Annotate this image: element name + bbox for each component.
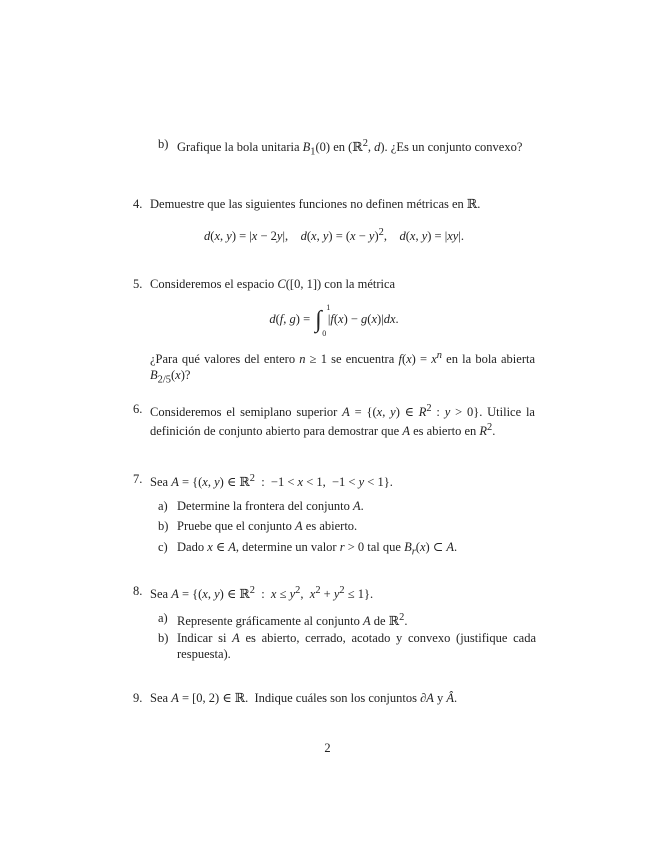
item-label: c) (158, 540, 168, 554)
problem-7-item-c (158, 539, 536, 561)
problem-number: 5. (133, 277, 143, 291)
problem-text: Consideremos el espacio C([0, 1]) con la métrica (150, 277, 396, 291)
problem-7 (133, 471, 535, 490)
item-text: Pruebe que el conjunto A es abierto. (177, 519, 358, 533)
item-label: b) (158, 137, 169, 151)
problem-5-equation: d(f, g) = ∫ 1 0 |f(x) − g(x)|dx. (269, 303, 399, 338)
problem-7-item-a (158, 498, 536, 514)
problem-8-item-a (158, 610, 536, 629)
problem-8 (133, 583, 535, 602)
problem-4 (133, 196, 535, 212)
question-text: ¿Para qué valores del entero n ≥ 1 se encuentra $f(x) = x^n$ en la bola abierta $B_{2/5}(x)$? (150, 350, 536, 386)
page-number: 2 (324, 741, 331, 755)
problem-number: 4. (133, 197, 143, 211)
item-label: b) (158, 631, 169, 645)
problem-text: Demuestre que las siguientes funciones no definen métricas en ℝ. (150, 197, 481, 211)
problem-4-equation: d(x, y) = |x − 2y|, d(x, $y) = (x - y)^2$, d(x, y) = |xy|. (204, 227, 464, 244)
problem-9 (133, 690, 535, 706)
item-label: b) (158, 519, 169, 533)
problem-text: Sea A = [0, 2) ∈ ℝ. Indique cuáles son los conjuntos ∂A y Â. (150, 691, 458, 705)
problem-7-item-b (158, 518, 536, 534)
problem-8-item-b (158, 630, 536, 662)
item-label: a) (158, 499, 168, 513)
problem-number: 8. (133, 584, 143, 598)
item-label: a) (158, 611, 168, 625)
item-text: Grafique la bola unitaria $B_1(0)$ en (ℝ$^2$, d). ¿Es un conjunto convexo? (177, 138, 523, 158)
item-text: Determine la frontera del conjunto A. (177, 499, 364, 513)
problem-text: Sea A = {(x, y) ∈ ℝ$^2$ : −1 < x < 1, −1 < y < 1}. (150, 473, 393, 490)
item-text: Indicar si A es abierto, cerrado, acotado y convexo (justifique cada respuesta). (177, 631, 537, 661)
item-text: Dado x ∈ A, determine un valor r > 0 tal que $B_r(x)$ ⊂ A. (177, 540, 458, 558)
problem-number: 6. (133, 402, 143, 416)
problem-text: Sea A = {(x, y) ∈ ℝ$^2$ : $x \le y^2$, $x^2 + y^2 \le 1$}. (150, 585, 374, 602)
item-text: Represente gráficamente al conjunto A de ℝ$^2$. (177, 612, 408, 629)
problem-number: 7. (133, 472, 143, 486)
problem-5 (133, 276, 535, 292)
problem-5-question (133, 348, 535, 389)
item-b-unit-ball (158, 136, 536, 161)
problem-6 (133, 401, 535, 439)
problem-number: 9. (133, 691, 143, 705)
problem-text: Consideremos el semiplano superior A = {(x, y) ∈ $R^2$ : y > 0}. Utilice la definición de conjunto abierto para demostrar que A es abierto en $R^2$. (150, 403, 535, 439)
